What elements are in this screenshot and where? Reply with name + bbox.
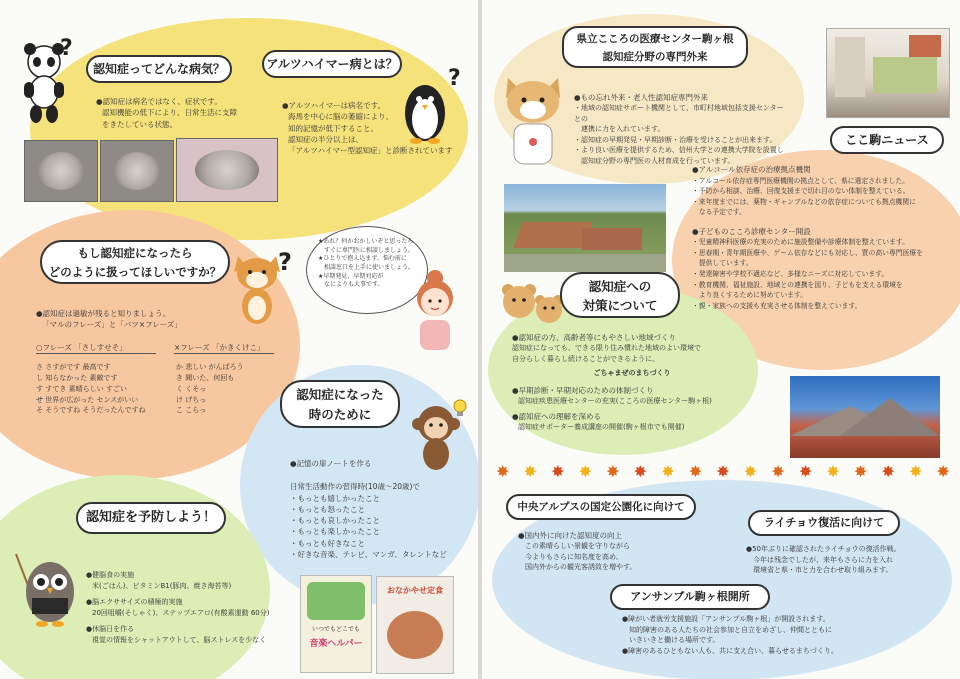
advice-cloud-text: ★あれ？何かおかしいぞと思ったら すぐに専門医に相談しましょう。 ★ひとりで抱え込まず、悩む前に 相談窓口を上手に使いましょう。 ★早期発見、早期対応が なによりも大事です。	[318, 238, 415, 289]
clinic-lobby-photo	[826, 28, 950, 118]
what-is-alzheimer-text: ●アルツハイマーは病名です。 海馬を中心に脳の萎縮により、 知的記憶が低下すること。 認知症の半分以上は、 「アルツハイマー型認知症」と診断されています	[282, 101, 453, 155]
book-title-text: おなかやせ定食	[387, 586, 443, 595]
title-prevention: 認知症を予防しよう！	[76, 502, 226, 534]
mental-center-text: ●もの忘れ外来・老人性認知症専門外来 ・地域の認知症サポート機関として、市町村地域包括支援センターとの 連携に力を入れています。 ・認知症の早期発見・早期診断・治療を受けることが出来ます。 ・より良い医療を提供するため、信州大学との連携大学院を設置し 認知症分野の専門医の人材育成を行っています。	[574, 93, 784, 165]
question-mark-icon: ?	[60, 36, 73, 61]
question-mark-icon: ?	[448, 66, 461, 91]
title-ensemble: アンサンブル駒ヶ根開所	[610, 584, 770, 610]
news-text: ●アルコール依存症の治療拠点機関 ・アルコール依存症専門医療機関の拠点として、県に選定されました。 ・予防から相談、治療、回復支援まで切れ目のない体制を整えている。 ・来年度までには、薬物・ギャンブルなどの依存症についても拠点機関に なる予定です。 ●子どものこころ診療センター開設 ・児童精神科医療の充実のために施設整備や診療体制を整えています。 ・思春期・青年期医療や、ゲーム依存などにも対応し、質の高い専門医療を 提供しています。 ・発達障害や学校不適応など、多様なニーズに対応しています。 ・教育機関、福祉施設、地域との連携を図り、子どもを支える環境を より良くするために努めています。 ・親・家族への支援も充実させる体制を整えています。	[692, 165, 923, 310]
book-top-text: いつでもどこでも	[311, 626, 360, 633]
brain-diagram-image	[176, 138, 278, 202]
leaf-icon: ✸	[881, 461, 895, 481]
title-mental-center: 県立こころの医療センター駒ヶ根 認知症分野の専門外来	[562, 26, 748, 68]
lightbulb-icon	[452, 398, 468, 418]
leaf-icon: ✸	[716, 461, 730, 481]
leaf-icon: ✸	[853, 461, 868, 481]
when-dementia-text: ●記憶の扉ノートを作る 日常生活動作の習得時(10歳～20歳)で ・もっとも嬉しかったこと ・もっとも怒ったこと ・もっとも哀しかったこと ・もっとも楽しかったこと ・もっとも好きなこと ・好きな音楽、テレビ、マンガ、タレントなど	[290, 459, 447, 559]
leaf-icon: ✸	[936, 461, 950, 481]
title-when-dementia: 認知症になった 時のために	[280, 380, 400, 428]
brain-scan-image	[100, 140, 174, 202]
title-what-is-alzheimer: アルツハイマー病とは？	[262, 50, 402, 78]
ensemble-text: ●障がい者就労支援施設「アンサンブル駒ヶ根」が開設されます。 知的障害のある人たちの社会参加と自立をめざし、仲間とともに いきいきと働ける場所です。 ●障害のあるひともない人も、共に支え合い、暮らせるまちづくり。	[622, 615, 838, 655]
title-alps-park: 中央アルプスの国定公園化に向けて	[506, 494, 696, 520]
title-measures: 認知症への 対策について	[560, 272, 680, 318]
measures-text: ●認知症の方、高齢者等にもやさしい地域づくり 認知症になっても、できる限り住み慣れた地域のよい環境で 自分らしく暮らし続けることができるように。 ごちゃまぜのまちづくり ●早期診断・早期対応のための体制づくり 認知症疾患医療センターの充実(こころの医療センター駒ヶ根) ●認知症への理解を深める 認知症サポーター養成講座の開催(駒ヶ根市でも開催)	[512, 333, 712, 431]
leaf-icon: ✸	[908, 461, 923, 481]
hospital-aerial-photo	[504, 184, 666, 272]
leaf-icon: ✸	[743, 461, 758, 481]
alps-text: ●国内外に向けた認知度の向上 この素晴らしい景観を守りながら 今よりもさらに知名度を高め、 国内外からの観光客誘致を増やす。	[518, 531, 637, 572]
title-how-to-treat: もし認知症になったら どのように扱ってほしいですか？	[40, 240, 230, 284]
bad-phrase-list: か 悲しい がんばろう き 聞いた、何回も く くそっ け げちっ こ こらっ	[176, 363, 244, 415]
leaf-icon: ✸	[578, 461, 592, 481]
bear-pair-icon	[498, 280, 564, 330]
alps-mountain-photo	[790, 376, 940, 458]
leaf-icon: ✸	[551, 461, 565, 481]
leaf-icon: ✸	[688, 461, 703, 481]
bad-phrase-header: ×フレーズ 「かきくけこ」	[174, 342, 274, 354]
autumn-leaf-garland	[496, 460, 950, 482]
what-is-dementia-text: ●認知症は病名ではなく、症状です。 認知機能の低下により、日常生活に支障 をきたしている状態。	[96, 97, 237, 129]
leaf-icon: ✸	[606, 461, 620, 481]
leaf-icon: ✸	[771, 461, 785, 481]
brain-scan-image	[24, 140, 98, 202]
good-phrase-list: さ さすがです 最高です し 知らなかった 素敵です す すてき 素晴らしい すごい せ 世界が広がった センスがいい そ そうですね そうだったんですね	[36, 363, 146, 415]
cat-doctor-icon	[500, 72, 566, 168]
book-title-text: 音楽ヘルパー	[309, 639, 363, 649]
right-page	[482, 0, 960, 679]
title-what-is-dementia: 認知症ってどんな病気？	[86, 55, 232, 83]
good-phrase-header: ○フレーズ 「さしすせそ」	[36, 342, 156, 354]
leaf-icon: ✸	[496, 461, 510, 481]
leaf-icon: ✸	[826, 461, 840, 481]
left-page	[0, 0, 478, 679]
title-news: ここ駒ニュース	[830, 126, 944, 154]
leaf-icon: ✸	[661, 461, 675, 481]
leaf-icon: ✸	[633, 461, 648, 481]
nurse-girl-icon	[404, 268, 466, 352]
title-raicho: ライチョウ復活に向けて	[748, 510, 900, 536]
leaf-icon: ✸	[798, 461, 813, 481]
prevention-text: ●健脳食の実施 米(ごはん)、ビタミンB1(豚肉、焼き海苔等) ●脳エクササイズの積極的実施 20回咀嚼(そしゃく)、ステップエアロ(有酸素運動 60分) ●休脳日を作る 視覚の情報をシャットアウトして、脳ストレスを少なく	[86, 571, 270, 644]
book-cover-diet-meal	[376, 576, 454, 674]
question-mark-icon: ?	[278, 248, 292, 276]
leaf-icon: ✸	[523, 461, 537, 481]
owl-teacher-icon	[12, 550, 82, 630]
book-cover-music-helper	[300, 575, 372, 673]
how-to-treat-intro: ●認知症は過敏が残ると知りましょう。 「マルのフレーズ」と「バツ×フレーズ」	[36, 309, 182, 330]
raicho-text: ●50年ぶりに確認されたライチョウの復活作戦。 今年は残念でしたが、来年もさらに力を入れ 環境省と県・市と力を合わせ取り組みます。	[746, 545, 901, 574]
